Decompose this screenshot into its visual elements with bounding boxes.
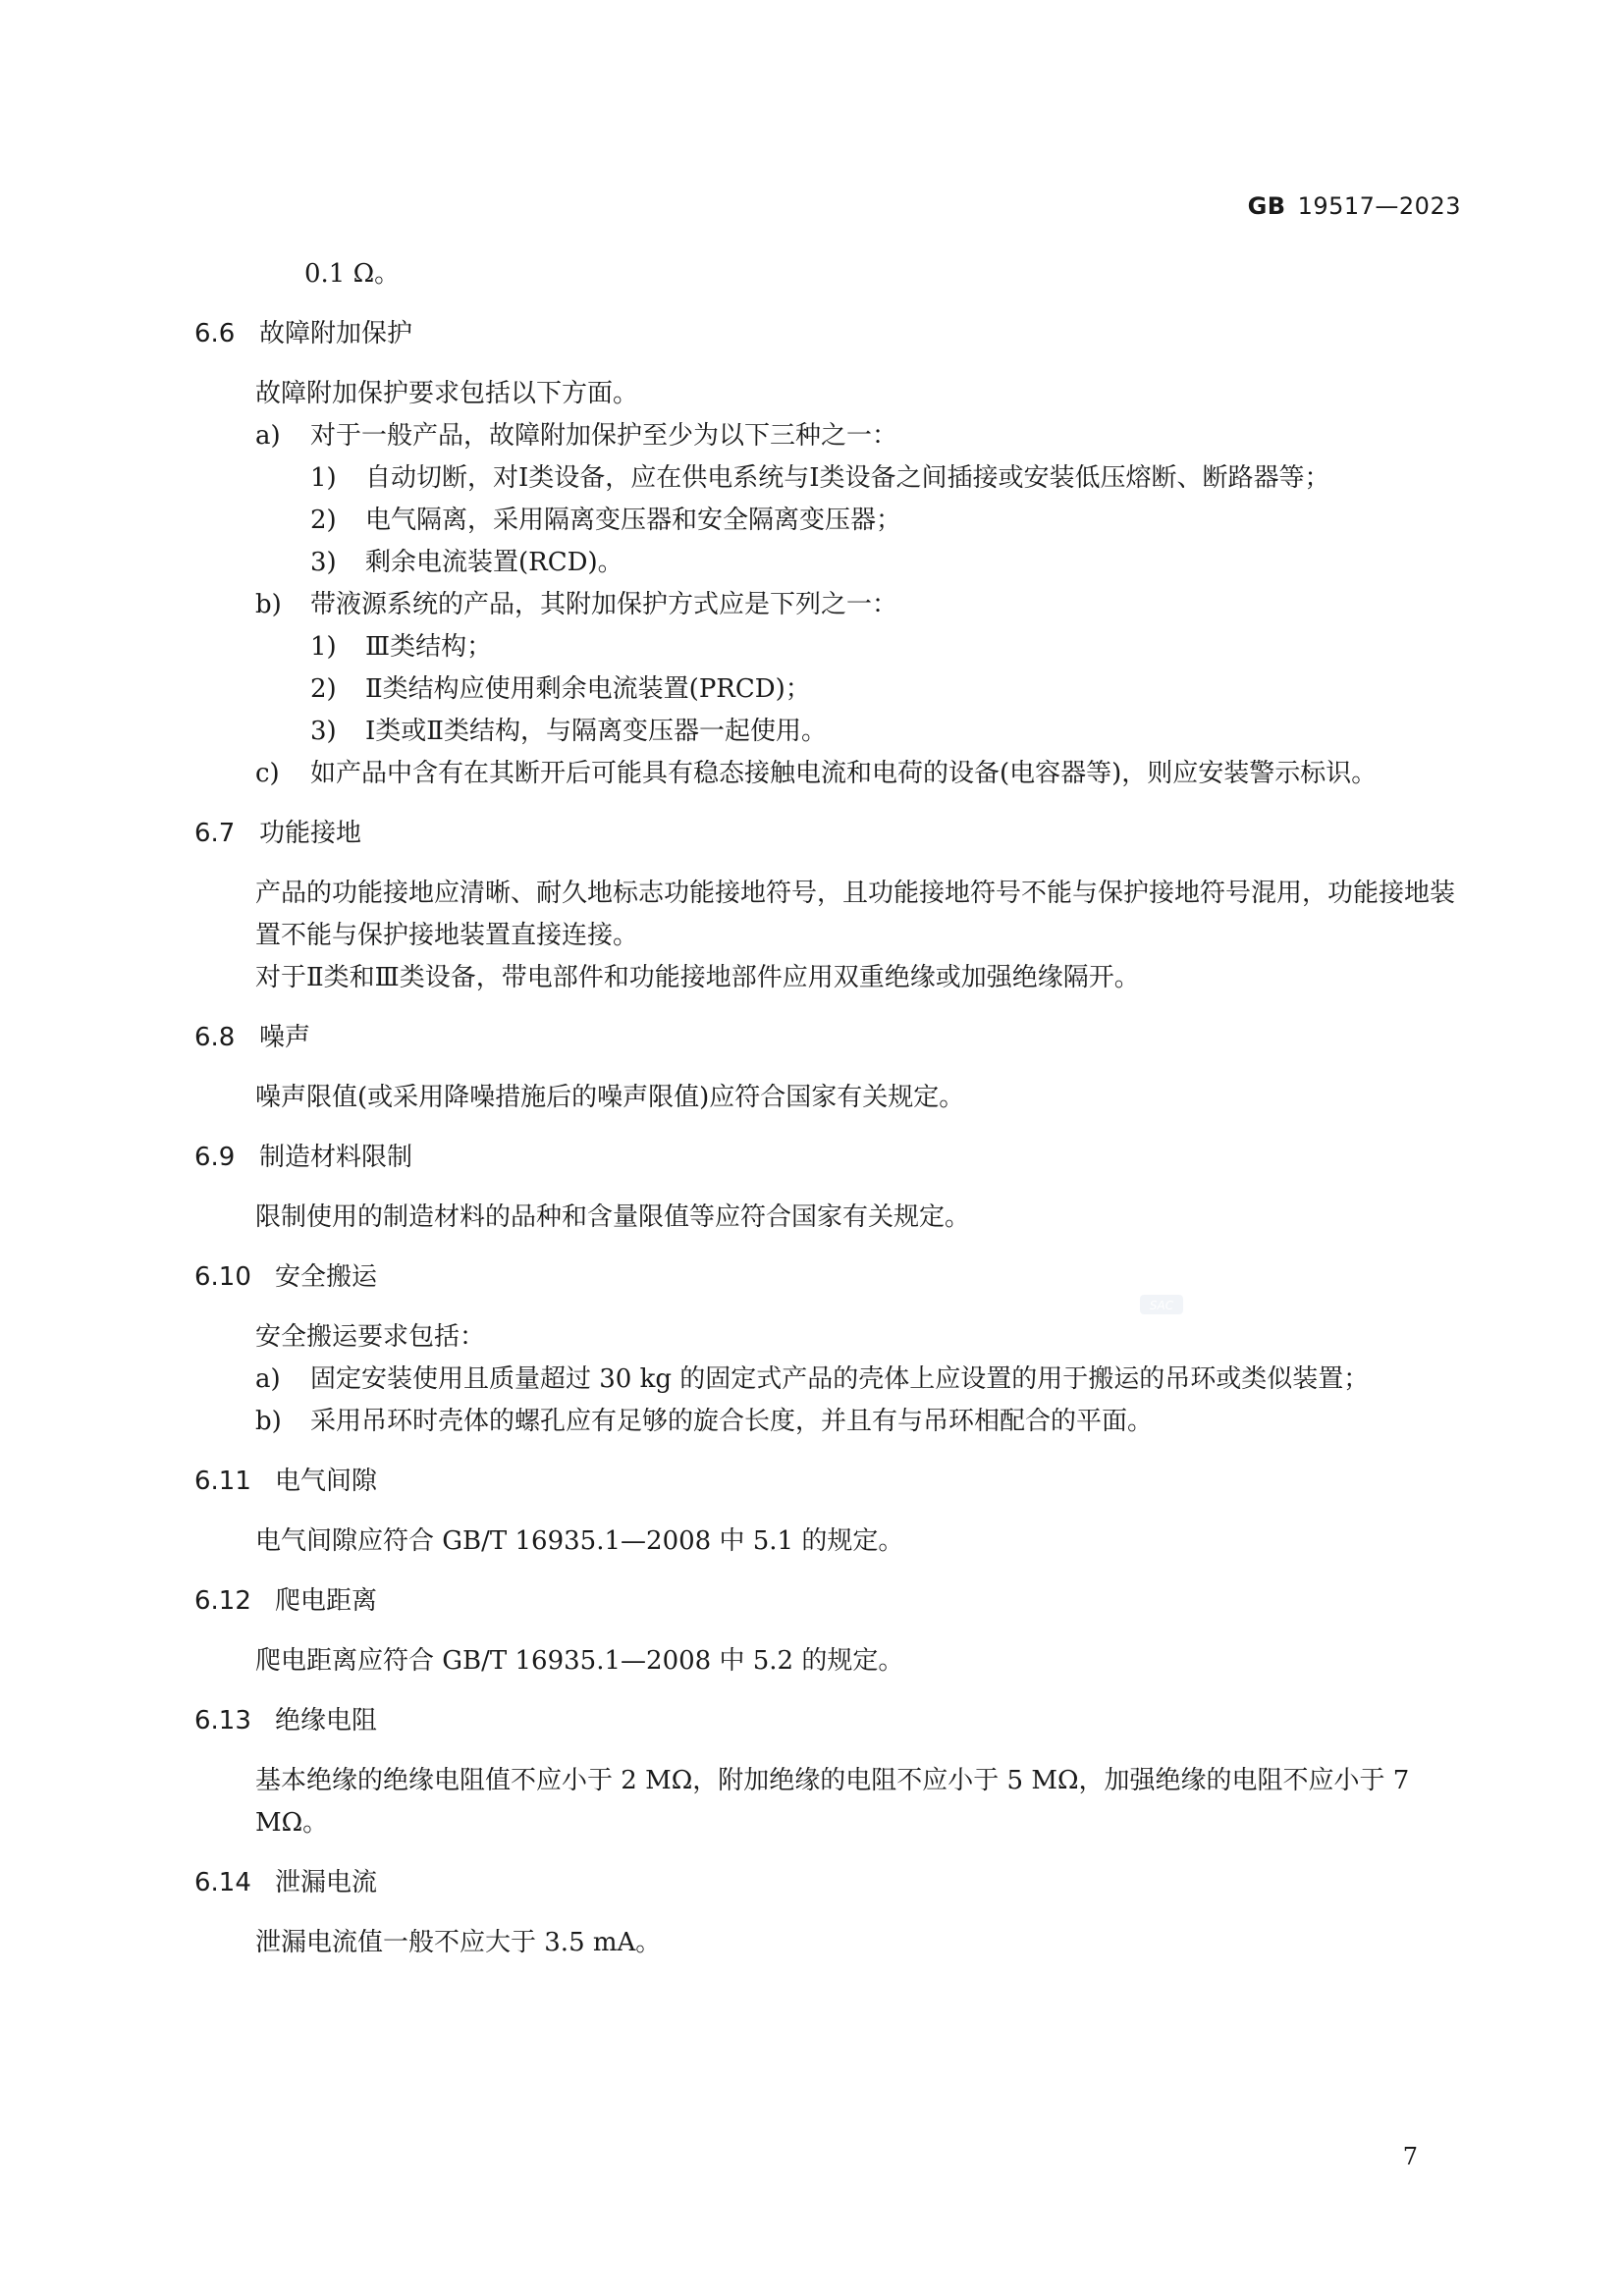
list-text: 采用吊环时壳体的螺孔应有足够的旋合长度，并且有与吊环相配合的平面。 bbox=[310, 1407, 1154, 1436]
section-heading-6-13 bbox=[194, 1700, 1461, 1742]
paragraph: 故障附加保护要求包括以下方面。 bbox=[255, 379, 639, 408]
paragraph: 电气间隙应符合 GB/T 16935.1—2008 中 5.1 的规定。 bbox=[255, 1526, 904, 1556]
paragraph: 限制使用的制造材料的品种和含量限值等应符合国家有关规定。 bbox=[255, 1202, 971, 1232]
sub-item bbox=[194, 500, 1461, 542]
section-number: 6.14 bbox=[194, 1868, 251, 1897]
section-title: 泄漏电流 bbox=[275, 1868, 378, 1897]
sub-item bbox=[194, 668, 1461, 711]
sub-item bbox=[194, 542, 1461, 584]
sub-marker: 3) bbox=[310, 717, 337, 746]
section-title: 功能接地 bbox=[259, 819, 362, 848]
header-prefix: GB bbox=[1247, 192, 1286, 220]
section-title: 爬电距离 bbox=[275, 1586, 378, 1616]
sub-item bbox=[194, 626, 1461, 668]
sub-marker: 1) bbox=[310, 632, 337, 662]
section-number: 6.7 bbox=[194, 819, 236, 848]
paragraph: 爬电距离应符合 GB/T 16935.1—2008 中 5.2 的规定。 bbox=[255, 1646, 904, 1676]
header-standard-number: 19517—2023 bbox=[1297, 192, 1461, 220]
section-title: 噪声 bbox=[259, 1023, 311, 1052]
continued-text: 0.1 Ω。 bbox=[304, 259, 401, 289]
section-title: 故障附加保护 bbox=[259, 319, 413, 348]
list-item-a bbox=[194, 1359, 1461, 1401]
list-item-b bbox=[194, 1401, 1461, 1443]
section-heading-6-9 bbox=[194, 1137, 1461, 1179]
sub-text: 剩余电流装置(RCD)。 bbox=[365, 548, 623, 577]
section-number: 6.8 bbox=[194, 1023, 236, 1052]
section-number: 6.13 bbox=[194, 1706, 251, 1735]
section-heading-6-8 bbox=[194, 1017, 1461, 1059]
sub-text: Ⅲ类结构； bbox=[365, 632, 493, 662]
sub-marker: 1) bbox=[310, 463, 337, 493]
section-number: 6.12 bbox=[194, 1586, 251, 1616]
sub-marker: 3) bbox=[310, 548, 337, 577]
section-number: 6.11 bbox=[194, 1467, 251, 1496]
paragraph: 噪声限值(或采用降噪措施后的噪声限值)应符合国家有关规定。 bbox=[255, 1083, 965, 1112]
paragraph: 产品的功能接地应清晰、耐久地标志功能接地符号，且功能接地符号不能与保护接地符号混用，功能接地装置不能与保护接地装置直接连接。 bbox=[255, 879, 1456, 950]
sub-text: 电气隔离，采用隔离变压器和安全隔离变压器； bbox=[365, 506, 902, 535]
section-number: 6.9 bbox=[194, 1143, 236, 1172]
sub-text: 自动切断，对Ⅰ类设备，应在供电系统与Ⅰ类设备之间插接或安装低压熔断、断路器等； bbox=[365, 463, 1330, 493]
sub-marker: 2) bbox=[310, 506, 337, 535]
section-heading-6-14 bbox=[194, 1862, 1461, 1904]
sac-watermark-icon bbox=[1139, 1294, 1184, 1315]
section-heading-6-10 bbox=[194, 1256, 1461, 1299]
section-title: 制造材料限制 bbox=[259, 1143, 413, 1172]
section-heading-6-7 bbox=[194, 813, 1461, 855]
list-marker: b) bbox=[255, 1407, 282, 1436]
list-marker: c) bbox=[255, 759, 280, 788]
section-title: 安全搬运 bbox=[275, 1262, 378, 1292]
paragraph: 安全搬运要求包括： bbox=[255, 1322, 486, 1352]
sub-item bbox=[194, 457, 1461, 500]
list-item-c bbox=[194, 753, 1461, 795]
section-title: 电气间隙 bbox=[275, 1467, 378, 1496]
list-item-a bbox=[194, 415, 1461, 457]
paragraph: 对于Ⅱ类和Ⅲ类设备，带电部件和功能接地部件应用双重绝缘或加强绝缘隔开。 bbox=[255, 963, 1140, 992]
document-body bbox=[194, 253, 1461, 1964]
watermark-text: SAC bbox=[1149, 1299, 1174, 1312]
list-marker: b) bbox=[255, 590, 282, 619]
list-marker: a) bbox=[255, 421, 281, 451]
list-item-b bbox=[194, 584, 1461, 626]
section-heading-6-11 bbox=[194, 1461, 1461, 1503]
sub-item bbox=[194, 711, 1461, 753]
paragraph: 泄漏电流值一般不应大于 3.5 mA。 bbox=[255, 1928, 662, 1957]
list-text: 带液源系统的产品，其附加保护方式应是下列之一： bbox=[310, 590, 898, 619]
section-heading-6-12 bbox=[194, 1580, 1461, 1623]
sub-text: Ⅰ类或Ⅱ类结构，与隔离变压器一起使用。 bbox=[365, 717, 827, 746]
list-text: 对于一般产品，故障附加保护至少为以下三种之一： bbox=[310, 421, 898, 451]
sub-marker: 2) bbox=[310, 674, 337, 704]
list-marker: a) bbox=[255, 1364, 281, 1394]
document-header bbox=[1248, 192, 1461, 220]
section-title: 绝缘电阻 bbox=[275, 1706, 378, 1735]
section-heading-6-6 bbox=[194, 313, 1461, 355]
list-text: 固定安装使用且质量超过 30 kg 的固定式产品的壳体上应设置的用于搬运的吊环或类似装置； bbox=[310, 1364, 1370, 1394]
list-text: 如产品中含有在其断开后可能具有稳态接触电流和电荷的设备(电容器等)，则应安装警示标识。 bbox=[310, 759, 1378, 788]
section-number: 6.6 bbox=[194, 319, 236, 348]
sub-text: Ⅱ类结构应使用剩余电流装置(PRCD)； bbox=[365, 674, 811, 704]
section-number: 6.10 bbox=[194, 1262, 251, 1292]
page-number: 7 bbox=[1402, 2143, 1418, 2170]
paragraph: 基本绝缘的绝缘电阻值不应小于 2 MΩ，附加绝缘的电阻不应小于 5 MΩ，加强绝缘的电阻不应小于 7 MΩ。 bbox=[255, 1766, 1410, 1838]
